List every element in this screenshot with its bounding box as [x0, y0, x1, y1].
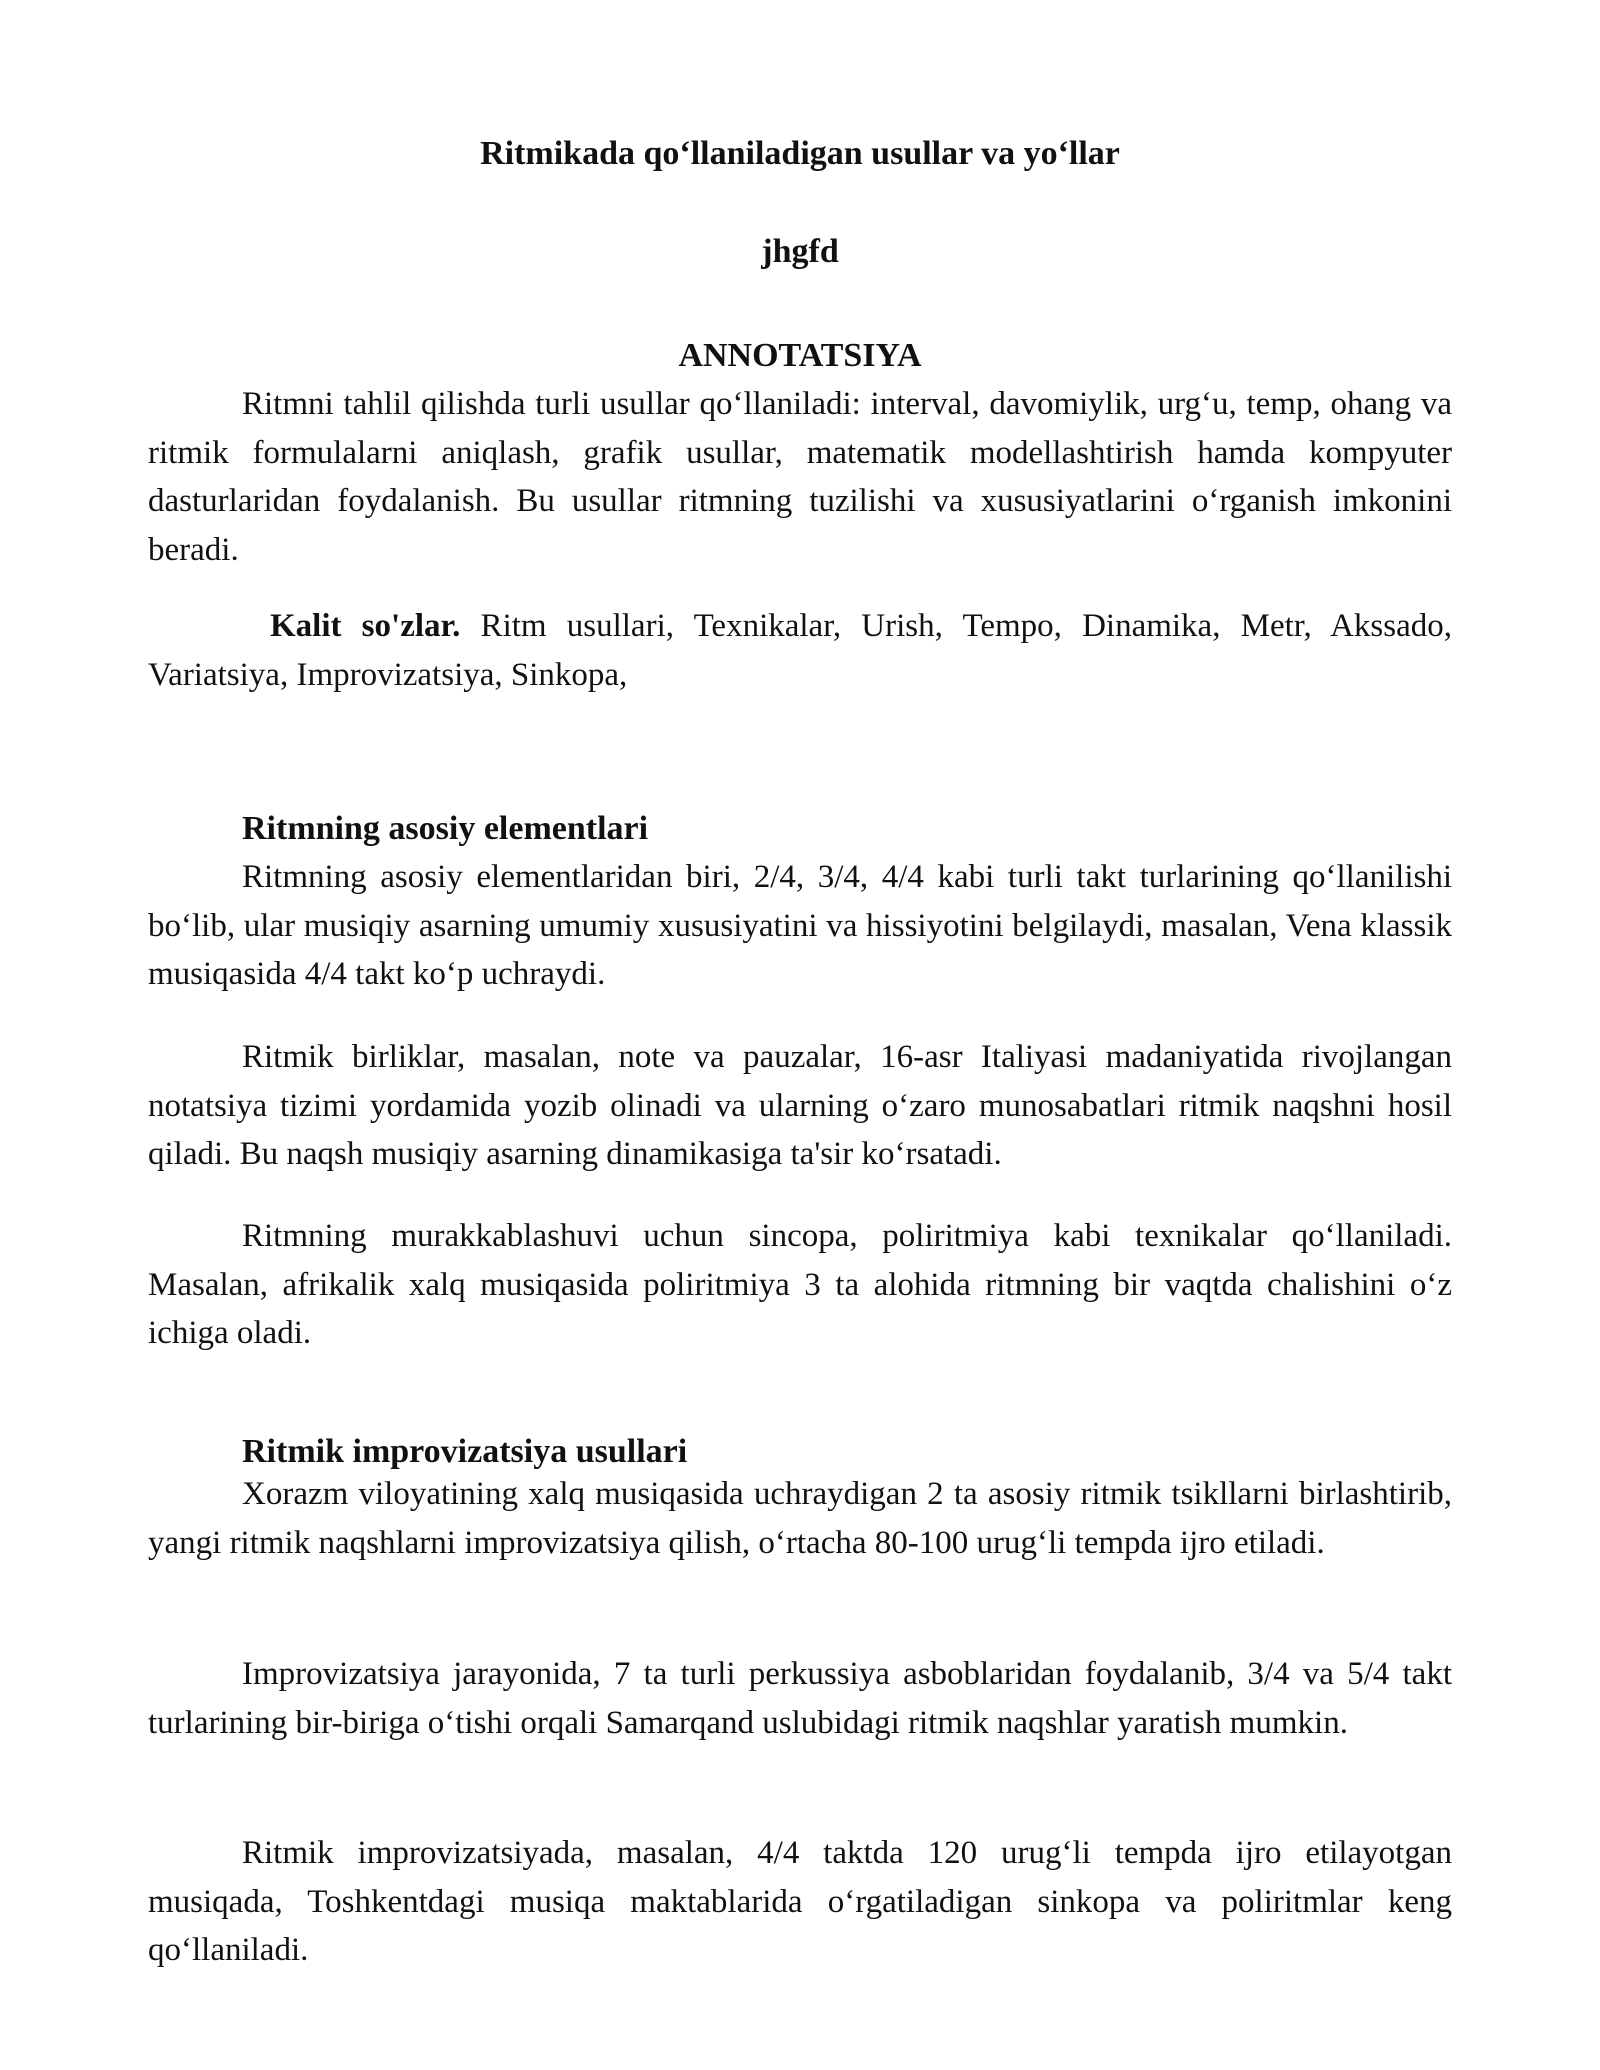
section-heading: Ritmik improvizatsiya usullari — [242, 1433, 688, 1470]
paragraph: Improvizatsiya jarayonida, 7 ta turli perkussiya asboblaridan foydalanib, 3/4 va 5/4 takt turlarining bir-biriga o‘tishi orqali Samarqand uslubidagi ritmik naqshlar yaratish mumkin. — [148, 1656, 1452, 1741]
abstract-text: Ritmni tahlil qilishda turli usullar qo‘llaniladi: interval, davomiylik, urg‘u, temp, ohang va ritmik formulalarni aniqlash, grafik usullar, matematik modellashtirish hamda kompyuter dasturlaridan foydalanish. Bu usullar ritmning tuzilishi va xususiyatlarini o‘rganish imkonini beradi. — [148, 386, 1452, 568]
keywords-label: Kalit so'zlar. — [270, 608, 461, 644]
author-name: jhgfd — [761, 233, 839, 270]
keywords-text: Ritm usullari, Texnikalar, Urish, Tempo, Dinamika, Metr, Akssado, Variatsiya, Improvizatsiya, Sinkopa, — [148, 608, 1452, 693]
paragraph: Ritmik birliklar, masalan, note va pauzalar, 16-asr Italiyasi madaniyatida rivojlangan notatsiya tizimi yordamida yozib olinadi va ularning o‘zaro munosabatlari ritmik naqshni hosil qiladi. Bu naqsh musiqiy asarning dinamikasiga ta'sir ko‘rsatadi. — [148, 1039, 1452, 1172]
paragraph: Xorazm viloyatining xalq musiqasida uchraydigan 2 ta asosiy ritmik tsikllarni birlashtirib, yangi ritmik naqshlarni improvizatsiya qilish, o‘rtacha 80-100 urug‘li tempda ijro etiladi. — [148, 1476, 1452, 1561]
abstract-heading: ANNOTATSIYA — [678, 337, 922, 374]
section-heading: Ritmning asosiy elementlari — [242, 810, 649, 847]
paragraph: Ritmning murakkablashuvi uchun sincopa, poliritmiya kabi texnikalar qo‘llaniladi. Masalan, afrikalik xalq musiqasida poliritmiya 3 ta alohida ritmning bir vaqtda chalishini o‘z ichiga oladi. — [148, 1218, 1452, 1351]
keywords-paragraph — [148, 602, 1452, 699]
document-title: Ritmikada qo‘llaniladigan usullar va yo‘llar — [480, 135, 1120, 172]
paragraph: Ritmning asosiy elementlaridan biri, 2/4, 3/4, 4/4 kabi turli takt turlarining qo‘llanilishi bo‘lib, ular musiqiy asarning umumiy xususiyatini va hissiyotini belgilaydi, masalan, Vena klassik musiqasida 4/4 takt ko‘p uchraydi. — [148, 859, 1452, 992]
paragraph: Ritmik improvizatsiyada, masalan, 4/4 taktda 120 urug‘li tempda ijro etilayotgan musiqada, Toshkentdagi musiqa maktablarida o‘rgatiladigan sinkopa va poliritmlar keng qo‘llaniladi. — [148, 1835, 1452, 1968]
